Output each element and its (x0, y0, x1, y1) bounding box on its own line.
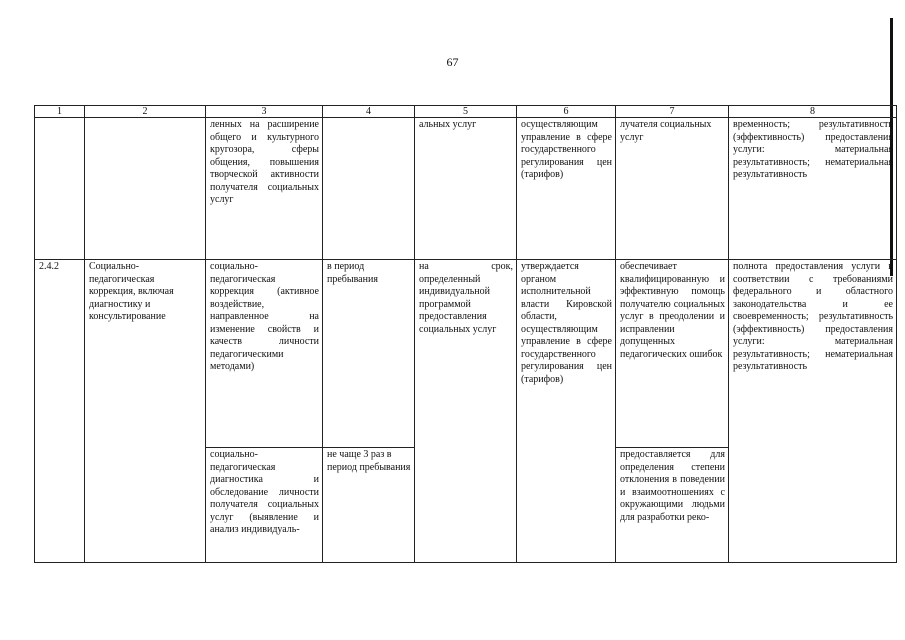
header-col-4: 4 (323, 106, 415, 118)
table-row-2-4-2 (35, 260, 897, 448)
cell-service-name (85, 118, 206, 260)
cell-timing: в период пребывания (323, 260, 415, 448)
header-col-3: 3 (206, 106, 323, 118)
header-col-8: 8 (729, 106, 897, 118)
cell-tariff: осуществляющим управление в сфере государственного регулирования цен (тарифов) (517, 118, 616, 260)
cell-description: социально-педагогическая диагностика и обследование личности получателя социальных услуг (выявление и анализ индивидуаль- (206, 448, 323, 563)
cell-timing (323, 118, 415, 260)
cell-number (35, 118, 85, 260)
cell-service-name: Социально-педагогическая коррекция, включая диагностику и консультирование (85, 260, 206, 563)
cell-tariff: утверждается органом исполнительной власти Кировской области, осуществляющим управление в сфере государственного регулирования цен (тарифов) (517, 260, 616, 563)
cell-number: 2.4.2 (35, 260, 85, 563)
cell-term: на срок, определенный индивидуальной программой предоставления социальных услуг (415, 260, 517, 563)
header-col-6: 6 (517, 106, 616, 118)
cell-conditions: обеспечивает квалифицированную и эффективную помощь получателю социальных услуг в преодолении и исправлении допущенных педагогических ошибок (616, 260, 729, 448)
cell-term: альных услуг (415, 118, 517, 260)
header-col-2: 2 (85, 106, 206, 118)
cell-description: ленных на расширение общего и культурного кругозора, сферы общения, повышения творческой активности получателя социальных услуг (206, 118, 323, 260)
page-number: 67 (446, 55, 459, 69)
header-col-1: 1 (35, 106, 85, 118)
table-row-continuation (35, 118, 897, 260)
cell-description: социально-педагогическая коррекция (активное воздействие, направленное на изменение свойств и качеств личности педагогическими методами) (206, 260, 323, 448)
cell-conditions: лучателя социальных услуг (616, 118, 729, 260)
header-col-7: 7 (616, 106, 729, 118)
services-table (34, 105, 897, 563)
cell-quality-indicators: полнота предоставления услуги в соответствии с требованиями федерального и областного законодательства и ее своевременность; результативность (эффективность) предоставления услуги: материальная результативность; нематериальная результативность (729, 260, 897, 563)
cell-conditions: предоставляется для определения степени отклонения в поведении и взаимоотношениях с окружающими людьми для разработки реко- (616, 448, 729, 563)
cell-timing: не чаще 3 раз в период пребывания (323, 448, 415, 563)
header-col-5: 5 (415, 106, 517, 118)
cell-quality-indicators: временность; результативность (эффективность) предоставления услуги: материальная результативность; нематериальная результативность (729, 118, 897, 260)
header-row (35, 106, 897, 118)
